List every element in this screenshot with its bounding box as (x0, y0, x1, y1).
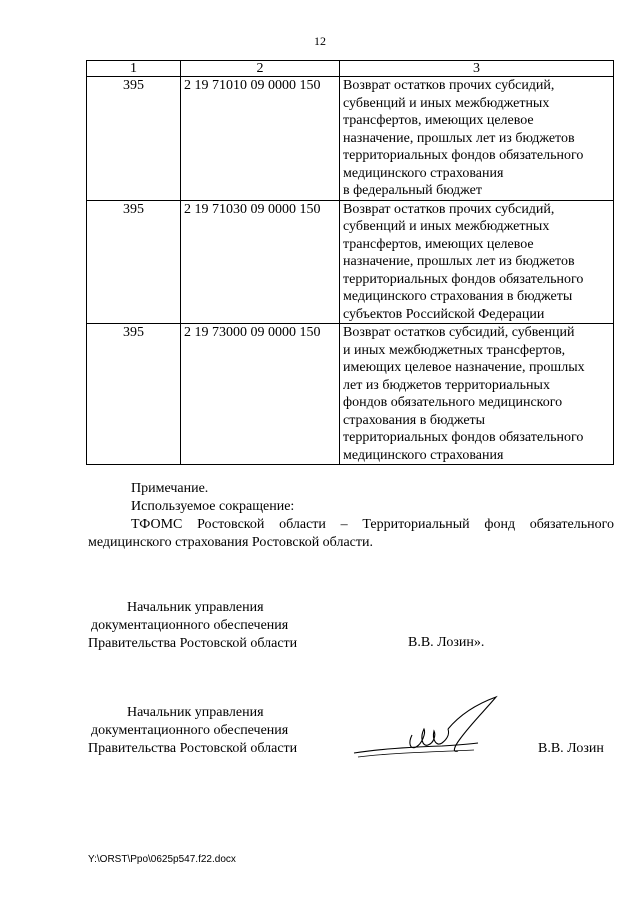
kbk-code-cell: 2 19 71030 09 0000 150 (181, 200, 340, 324)
table-row (87, 77, 614, 201)
description-cell (340, 200, 614, 324)
column-header: 2 (181, 61, 340, 77)
column-header: 1 (87, 61, 181, 77)
description-cell (340, 324, 614, 465)
table-row (87, 200, 614, 324)
column-header: 3 (340, 61, 614, 77)
description-line: лет из бюджетов территориальных (343, 377, 550, 393)
description-line: в федеральный бюджет (343, 183, 482, 198)
note-body: ТФОМС Ростовской области – Территориальный фонд обязательного медицинского страхования Ростовской области. (88, 517, 614, 550)
description-line: страхования в бюджеты (343, 412, 486, 428)
description-line: медицинского страхования (343, 447, 504, 463)
page-number: 12 (314, 34, 326, 48)
description-line: трансфертов, имеющих целевое (343, 236, 534, 252)
description-line: трансфертов, имеющих целевое (343, 113, 534, 128)
description-line: назначение, прошлых лет из бюджетов (343, 254, 575, 269)
note-subtitle: Используемое сокращение: (131, 499, 295, 514)
description-line: медицинского страхования в бюджеты (343, 289, 573, 304)
admin-code-cell: 395 (87, 200, 181, 324)
description-line: и иных межбюджетных трансфертов, (343, 342, 566, 358)
signer-name-1: В.В. Лозин». (408, 635, 485, 650)
handwritten-signature (350, 695, 510, 775)
signature-block-1 (88, 599, 297, 653)
signer-title-line: документационного обеспечения (91, 723, 289, 738)
note-title: Примечание. (131, 481, 209, 496)
description-line: имеющих целевое назначение, прошлых (343, 360, 585, 375)
file-path: Y:\ORST\Ppo\0625p547.f22.docx (88, 854, 236, 865)
admin-code-cell: 395 (87, 324, 181, 465)
description-line: территориальных фондов обязательного (343, 430, 584, 445)
description-line: территориальных фондов обязательного (343, 148, 584, 163)
signer-name-2: В.В. Лозин (538, 741, 604, 756)
table-header-row (87, 61, 614, 77)
description-line: Возврат остатков прочих субсидий, (343, 201, 555, 217)
admin-code-cell: 395 (87, 77, 181, 201)
description-line: Возврат остатков субсидий, субвенций (343, 325, 575, 340)
table-row (87, 324, 614, 465)
description-line: субвенций и иных межбюджетных (343, 219, 550, 234)
kbk-code-cell: 2 19 71010 09 0000 150 (181, 77, 340, 201)
description-line: субъектов Российской Федерации (343, 306, 545, 322)
signer-title-line: Правительства Ростовской области (88, 636, 298, 651)
description-line: медицинского страхования (343, 165, 504, 181)
description-line: Возврат остатков прочих субсидий, (343, 78, 555, 93)
budget-code-table (86, 60, 614, 465)
description-line: территориальных фондов обязательного (343, 271, 584, 287)
signer-title-line: документационного обеспечения (91, 618, 289, 633)
signer-title-line: Начальник управления (127, 705, 264, 720)
description-cell (340, 77, 614, 201)
description-line: назначение, прошлых лет из бюджетов (343, 130, 575, 146)
signature-block-2 (88, 704, 297, 758)
signer-title-line: Начальник управления (127, 600, 264, 615)
description-line: фондов обязательного медицинского (343, 395, 563, 410)
description-line: субвенций и иных межбюджетных (343, 95, 550, 111)
signer-title-line: Правительства Ростовской области (88, 741, 298, 756)
kbk-code-cell: 2 19 73000 09 0000 150 (181, 324, 340, 465)
